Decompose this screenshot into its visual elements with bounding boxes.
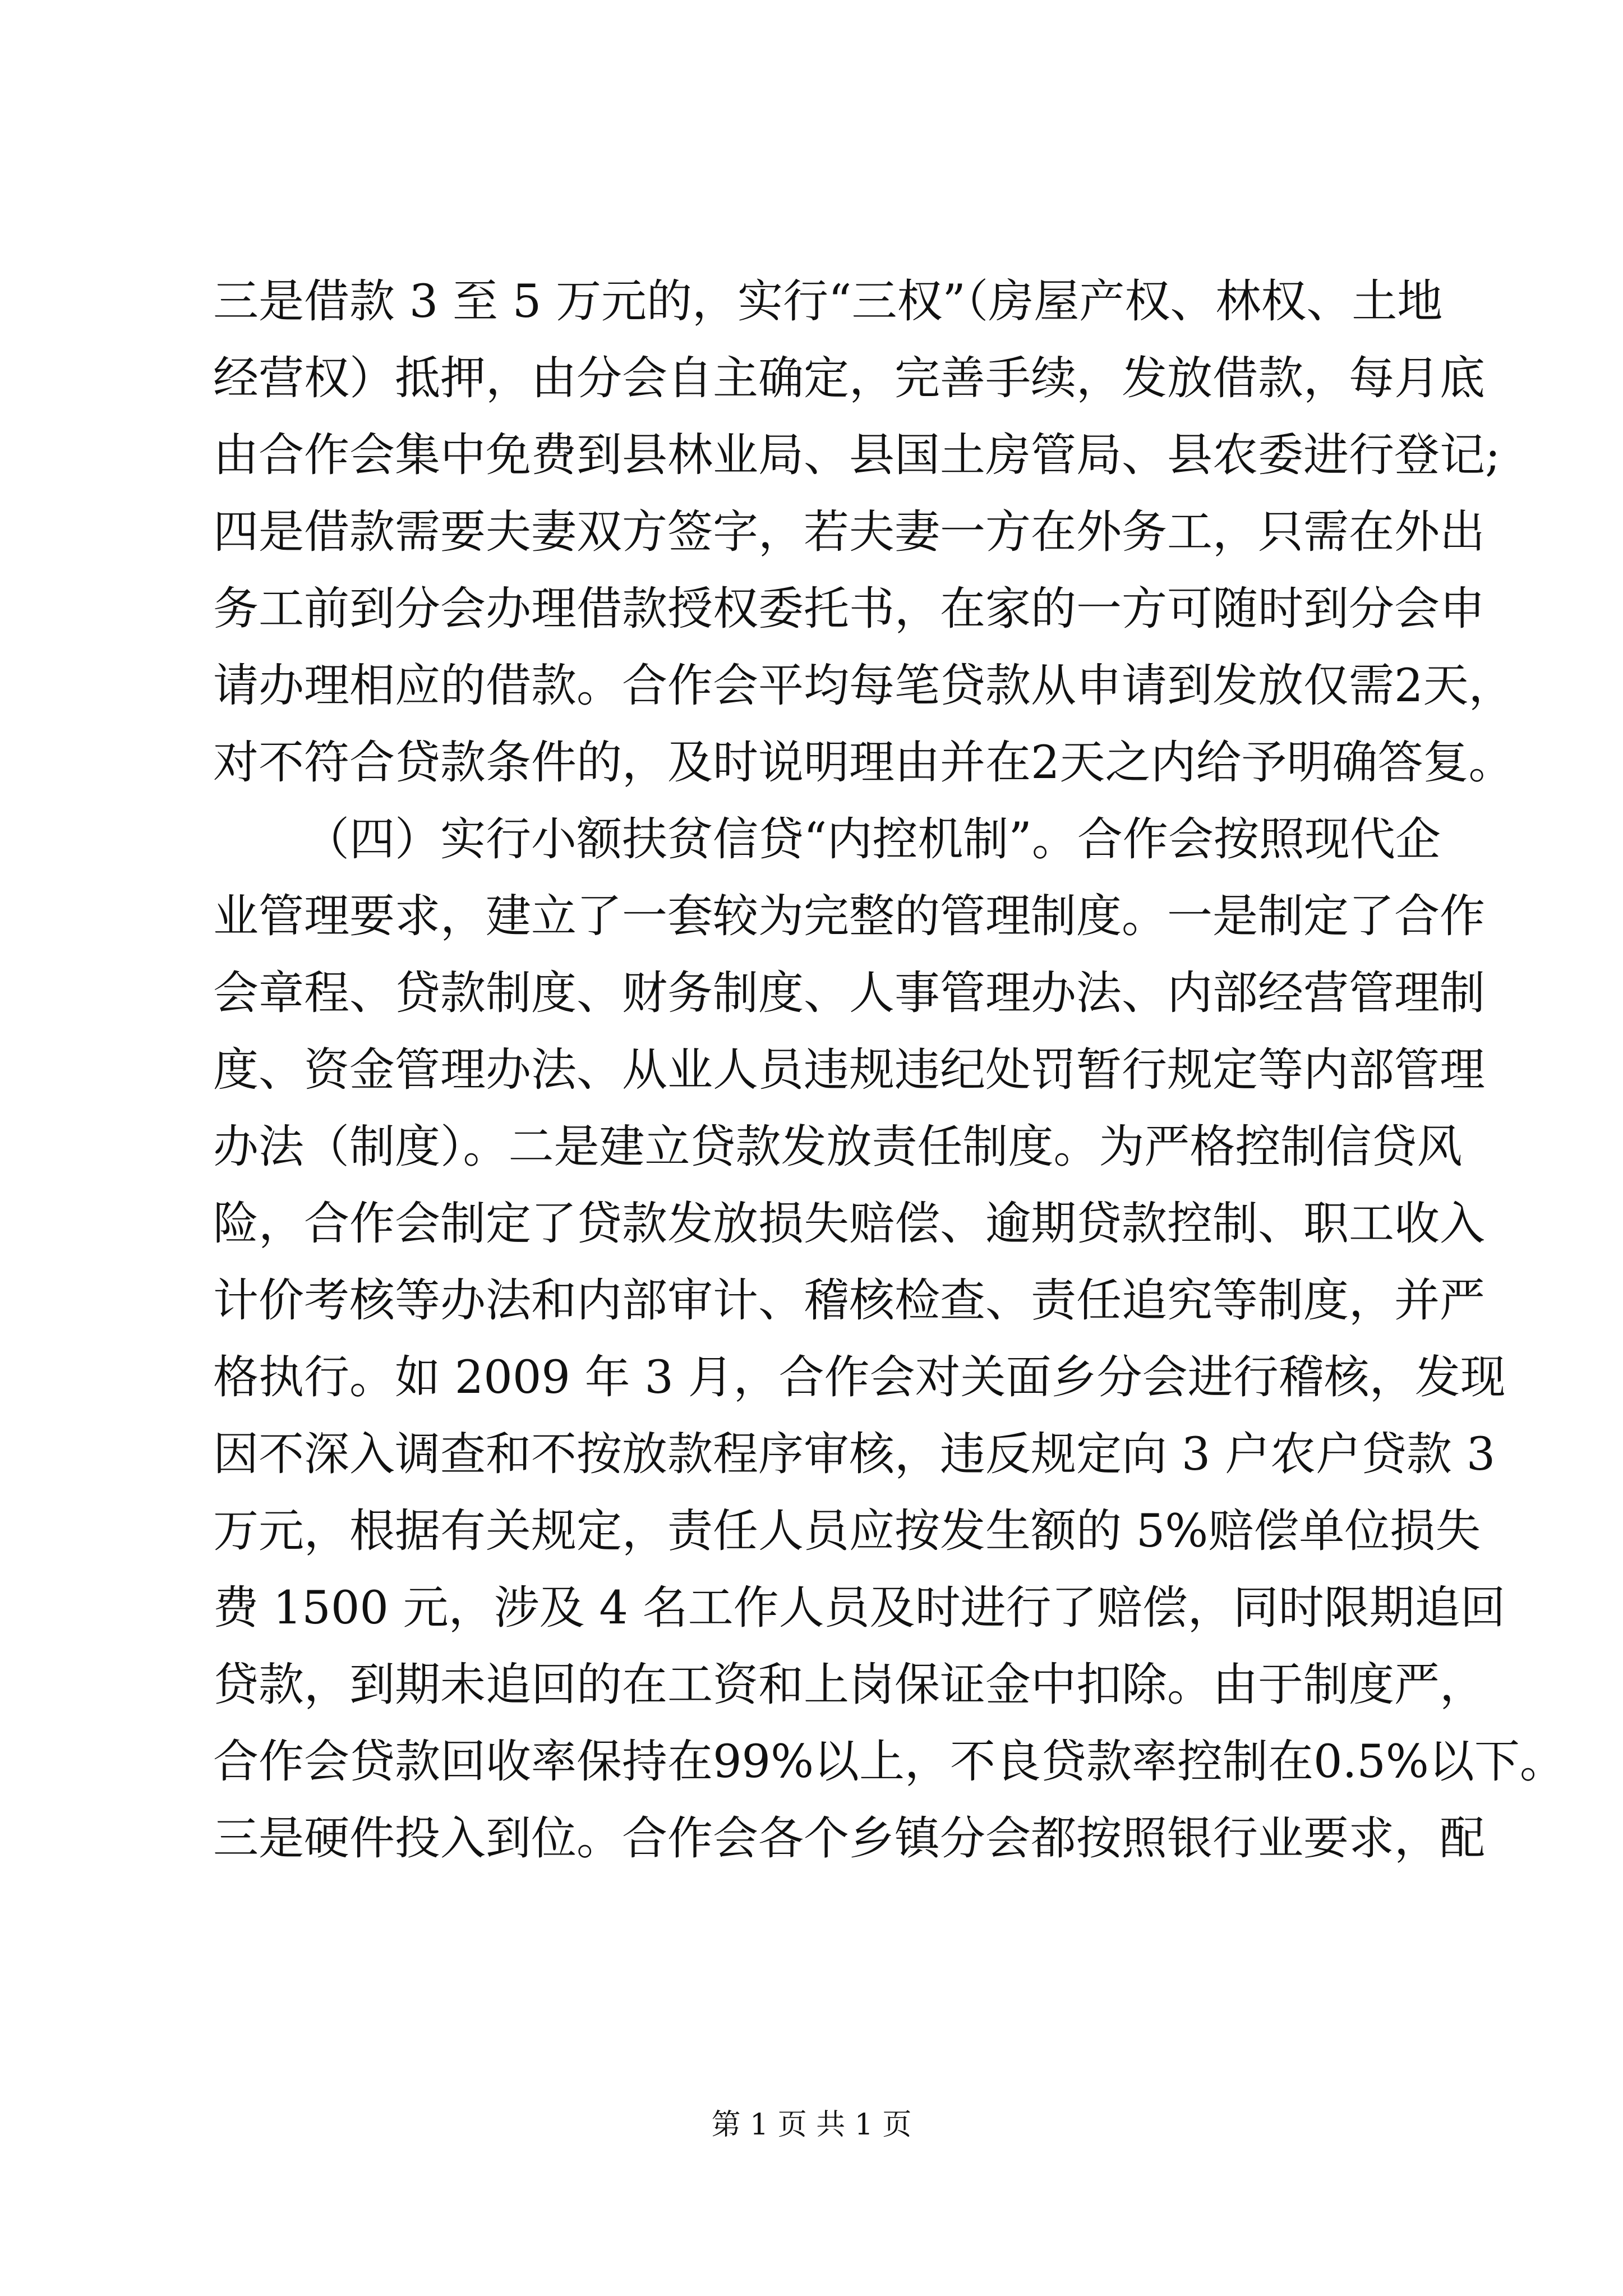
text-line-6: 请办理相应的借款。合作会平均每笔贷款从申请到发放仅需2天， xyxy=(213,660,1514,712)
text-line-5: 务工前到分会办理借款授权委托书，在家的一方可随时到分会申 xyxy=(213,583,1486,636)
text-line-14: 计价考核等办法和内部审计、稽核检查、责任追究等制度，并严 xyxy=(213,1274,1486,1327)
text-line-15: 格执行。如 2009 年 3 月，合作会对关面乡分会进行稽核，发现 xyxy=(213,1351,1506,1404)
text-line-2: 经营权）抵押，由分会自主确定，完善手续，发放借款，每月底 xyxy=(213,352,1486,405)
text-line-10: 会章程、贷款制度、财务制度、人事管理办法、内部经营管理制 xyxy=(213,967,1486,1020)
text-line-17: 万元，根据有关规定，责任人员应按发生额的 5%赔偿单位损失 xyxy=(213,1505,1481,1558)
section-heading-line: （四）实行小额扶贫信贷“内控机制”。合作会按照现代企 xyxy=(304,813,1441,866)
body-text xyxy=(213,264,1565,1878)
text-line-7: 对不符合贷款条件的，及时说明理由并在2天之内给予明确答复。 xyxy=(213,737,1514,789)
text-line-9: 业管理要求，建立了一套较为完整的管理制度。一是制定了合作 xyxy=(213,890,1486,943)
text-line-1: 三是借款 3 至 5 万元的，实行“三权”（房屋产权、林权、土地 xyxy=(213,275,1443,328)
text-line-3: 由合作会集中免费到县林业局、县国土房管局、县农委进行登记; xyxy=(213,429,1501,482)
text-line-21: 三是硬件投入到位。合作会各个乡镇分会都按照银行业要求，配 xyxy=(213,1812,1486,1865)
text-line-13: 险，合作会制定了贷款发放损失赔偿、逾期贷款控制、职工收入 xyxy=(213,1198,1486,1250)
page-footer: 第 1 页 共 1 页 xyxy=(711,2108,912,2142)
text-line-11: 度、资金管理办法、从业人员违规违纪处罚暂行规定等内部管理 xyxy=(213,1044,1486,1097)
text-line-4: 四是借款需要夫妻双方签字，若夫妻一方在外务工，只需在外出 xyxy=(213,506,1486,559)
text-line-19: 贷款，到期未追回的在工资和上岗保证金中扣除。由于制度严， xyxy=(213,1659,1486,1711)
text-line-12: 办法（制度）。二是建立贷款发放责任制度。为严格控制信贷风 xyxy=(213,1121,1463,1174)
text-line-18: 费 1500 元，涉及 4 名工作人员及时进行了赔偿，同时限期追回 xyxy=(213,1582,1506,1635)
text-line-20: 合作会贷款回收率保持在99%以上，不良贷款率控制在0.5%以下。 xyxy=(213,1736,1565,1788)
text-line-16: 因不深入调查和不按放款程序审核，违反规定向 3 户农户贷款 3 xyxy=(213,1428,1496,1481)
